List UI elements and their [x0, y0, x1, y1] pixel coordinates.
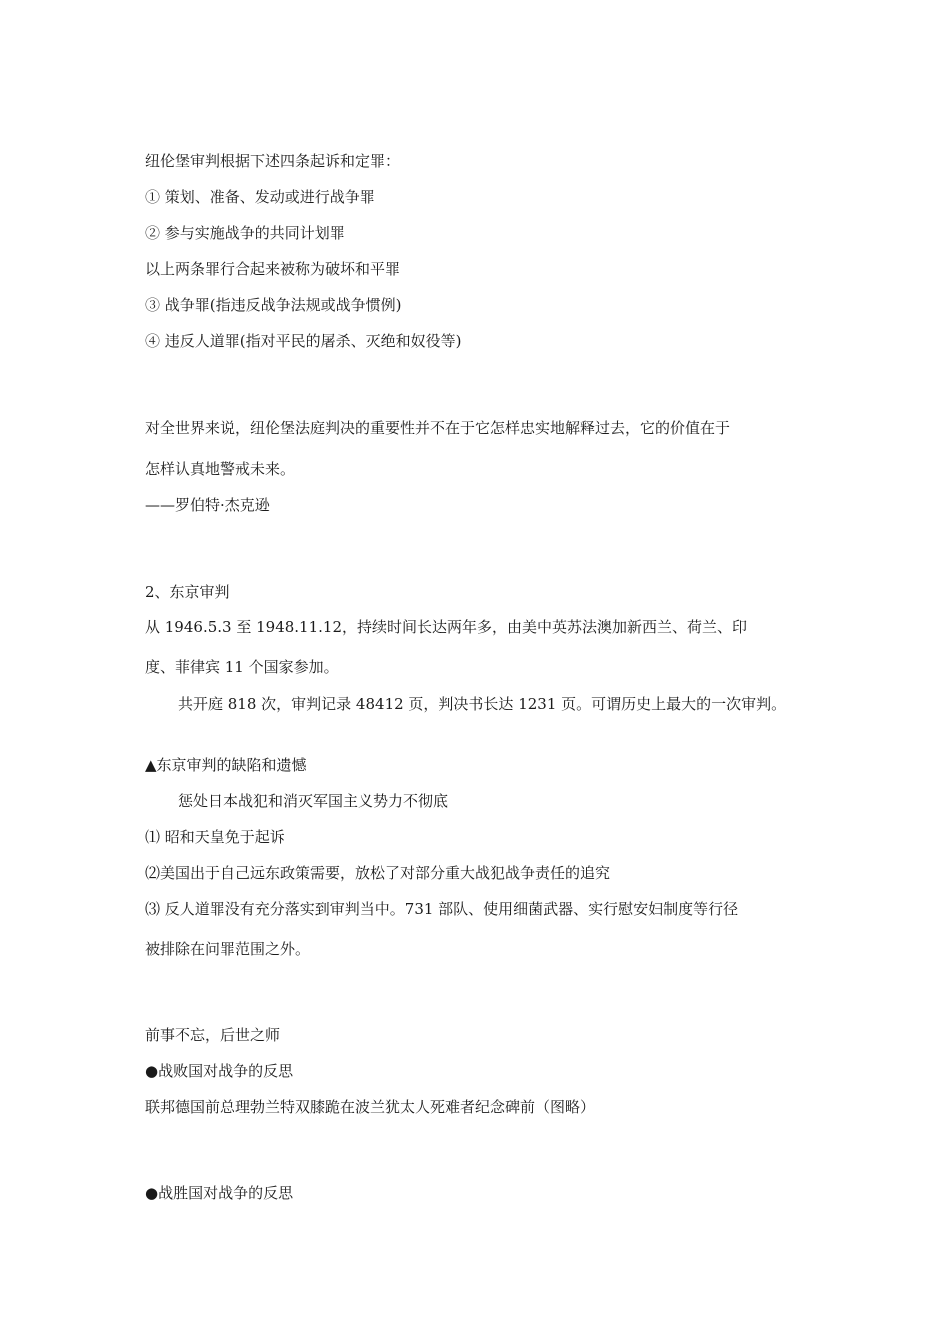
defects-heading: ▲东京审判的缺陷和遗憾: [145, 756, 307, 774]
defect-item-2: ⑵美国出于自己远东政策需要，放松了对部分重大战犯战争责任的追究: [145, 864, 611, 882]
tokyo-heading: 2、东京审判: [145, 583, 230, 601]
defects-subheading: 惩处日本战犯和消灭军国主义势力不彻底: [178, 792, 449, 810]
charge-item-3: ③ 战争罪(指违反战争法规或战争惯例): [145, 296, 402, 314]
tokyo-para1-line2: 度、菲律宾 11 个国家参加。: [145, 658, 339, 676]
defect-item-3-line2: 被排除在问罪范围之外。: [145, 940, 311, 958]
charge-item-2: ② 参与实施战争的共同计划罪: [145, 224, 345, 242]
defeated-text: 联邦德国前总理勃兰特双膝跪在波兰犹太人死难者纪念碑前（图略）: [145, 1098, 596, 1116]
nuremberg-intro: 纽伦堡审判根据下述四条起诉和定罪：: [145, 152, 401, 170]
charge-note: 以上两条罪行合起来被称为破坏和平罪: [145, 260, 401, 278]
defeated-heading: ●战败国对战争的反思: [145, 1062, 294, 1080]
defect-item-1: ⑴ 昭和天皇免于起诉: [145, 828, 285, 846]
defect-item-3-line1: ⑶ 反人道罪没有充分落实到审判当中。731 部队、使用细菌武器、实行慰安妇制度等行径: [145, 900, 739, 918]
quote-author: ——罗伯特·杰克逊: [145, 496, 270, 514]
quote-line-1: 对全世界来说，纽伦堡法庭判决的重要性并不在于它怎样忠实地解释过去，它的价值在于: [145, 419, 731, 437]
quote-line-2: 怎样认真地警戒未来。: [145, 460, 296, 478]
charge-item-4: ④ 违反人道罪(指对平民的屠杀、灭绝和奴役等): [145, 332, 462, 350]
charge-item-1: ① 策划、准备、发动或进行战争罪: [145, 188, 375, 206]
motto: 前事不忘，后世之师: [145, 1026, 281, 1044]
tokyo-para2: 共开庭 818 次，审判记录 48412 页，判决书长达 1231 页。可谓历史上最大的一次审判。: [178, 695, 787, 713]
tokyo-para1-line1: 从 1946.5.3 至 1948.11.12，持续时间长达两年多，由美中英苏法澳加新西兰、荷兰、印: [145, 618, 747, 636]
victor-heading: ●战胜国对战争的反思: [145, 1184, 294, 1202]
